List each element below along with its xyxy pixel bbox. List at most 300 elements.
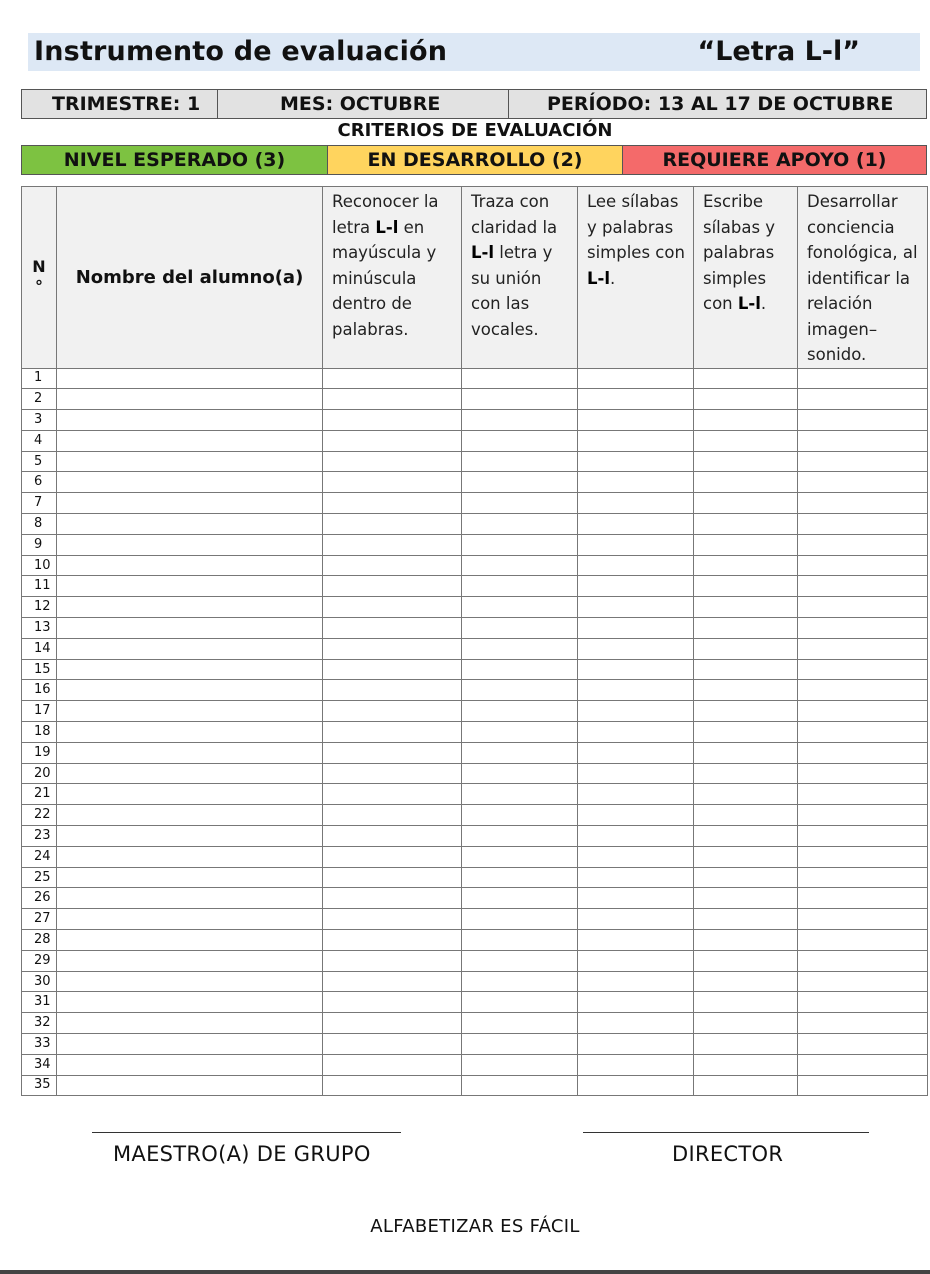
criterion-2-cell[interactable]: [462, 472, 578, 493]
table-row: [22, 1034, 928, 1055]
criterion-5-cell[interactable]: [798, 534, 928, 555]
level-developing: EN DESARROLLO (2): [328, 146, 623, 174]
table-row: [22, 368, 928, 389]
criterion-1-cell[interactable]: [323, 1054, 462, 1075]
row-number: 8: [22, 514, 57, 535]
criterion-text-3: Lee sílabas y palabras simples con L-l.: [587, 192, 685, 288]
criterion-1-cell[interactable]: [323, 784, 462, 805]
criterion-4-cell[interactable]: [694, 992, 798, 1013]
table-row: [22, 971, 928, 992]
criterion-3-cell[interactable]: [578, 680, 694, 701]
criterion-3-cell[interactable]: [578, 389, 694, 410]
criterion-2-cell[interactable]: [462, 680, 578, 701]
director-signature-label: DIRECTOR: [672, 1142, 784, 1166]
criterion-2-cell[interactable]: [462, 410, 578, 431]
criterion-3-cell[interactable]: [578, 1013, 694, 1034]
criterion-1-cell[interactable]: [323, 867, 462, 888]
criterion-4-cell[interactable]: [694, 514, 798, 535]
row-number: 7: [22, 493, 57, 514]
criterion-4-cell[interactable]: [694, 576, 798, 597]
criterion-4-cell[interactable]: [694, 846, 798, 867]
criterion-4-cell[interactable]: [694, 1075, 798, 1096]
criterion-4-cell[interactable]: [694, 742, 798, 763]
row-number: 30: [22, 971, 57, 992]
student-name-cell[interactable]: [57, 909, 323, 930]
criterion-1-cell[interactable]: [323, 763, 462, 784]
criterion-1-cell[interactable]: [323, 430, 462, 451]
criterion-3-cell[interactable]: [578, 763, 694, 784]
criterion-4-cell[interactable]: [694, 763, 798, 784]
criterion-3-cell[interactable]: [578, 701, 694, 722]
criterion-3-cell[interactable]: [578, 950, 694, 971]
criterion-1-cell[interactable]: [323, 555, 462, 576]
criterion-3-cell[interactable]: [578, 742, 694, 763]
table-row: [22, 950, 928, 971]
criterion-5-cell[interactable]: [798, 846, 928, 867]
criterion-5-cell[interactable]: [798, 410, 928, 431]
row-number: 34: [22, 1054, 57, 1075]
table-row: [22, 846, 928, 867]
row-number: 4: [22, 430, 57, 451]
student-name-cell[interactable]: [57, 784, 323, 805]
criterion-2-cell[interactable]: [462, 389, 578, 410]
criterion-3-cell[interactable]: [578, 514, 694, 535]
student-name-cell[interactable]: [57, 701, 323, 722]
student-name-cell[interactable]: [57, 930, 323, 951]
criterion-5-cell[interactable]: [798, 451, 928, 472]
trimestre-cell: TRIMESTRE: 1: [22, 90, 218, 118]
criterion-1-cell[interactable]: [323, 576, 462, 597]
criterion-4-cell[interactable]: [694, 555, 798, 576]
criterion-header-1: [323, 187, 462, 369]
criterion-2-cell[interactable]: [462, 1054, 578, 1075]
row-number: 9: [22, 534, 57, 555]
row-number: 19: [22, 742, 57, 763]
row-number: 27: [22, 909, 57, 930]
row-number: 10: [22, 555, 57, 576]
student-name-cell[interactable]: [57, 763, 323, 784]
criterion-1-cell[interactable]: [323, 410, 462, 431]
criterion-5-cell[interactable]: [798, 1054, 928, 1075]
criterion-1-cell[interactable]: [323, 680, 462, 701]
student-name-cell[interactable]: [57, 659, 323, 680]
criterion-2-cell[interactable]: [462, 888, 578, 909]
criterion-4-cell[interactable]: [694, 430, 798, 451]
criterion-4-cell[interactable]: [694, 597, 798, 618]
row-number: 11: [22, 576, 57, 597]
student-name-cell[interactable]: [57, 846, 323, 867]
table-row: [22, 514, 928, 535]
table-row: [22, 784, 928, 805]
criterion-2-cell[interactable]: [462, 493, 578, 514]
student-name-cell[interactable]: [57, 722, 323, 743]
number-header-text: N °: [32, 257, 46, 297]
row-number: 18: [22, 722, 57, 743]
row-number: 31: [22, 992, 57, 1013]
criterion-5-cell[interactable]: [798, 472, 928, 493]
table-row: [22, 742, 928, 763]
criterion-text-1: Reconocer la letra L-l en mayúscula y minúscula dentro de palabras.: [332, 192, 439, 339]
criterion-2-cell[interactable]: [462, 638, 578, 659]
document-subtitle: “Letra L-l”: [697, 36, 860, 67]
criterion-1-cell[interactable]: [323, 826, 462, 847]
table-row: [22, 680, 928, 701]
criterion-1-cell[interactable]: [323, 534, 462, 555]
table-row: [22, 430, 928, 451]
criterion-3-cell[interactable]: [578, 971, 694, 992]
criterion-5-cell[interactable]: [798, 742, 928, 763]
criterion-5-cell[interactable]: [798, 701, 928, 722]
table-row: [22, 597, 928, 618]
criterion-4-cell[interactable]: [694, 389, 798, 410]
criterion-4-cell[interactable]: [694, 659, 798, 680]
criterion-header-2: [462, 187, 578, 369]
student-name-cell[interactable]: [57, 410, 323, 431]
criterion-4-cell[interactable]: [694, 410, 798, 431]
criterion-5-cell[interactable]: [798, 638, 928, 659]
criterion-3-cell[interactable]: [578, 576, 694, 597]
criterion-1-cell[interactable]: [323, 618, 462, 639]
criterion-3-cell[interactable]: [578, 1054, 694, 1075]
criterion-2-cell[interactable]: [462, 576, 578, 597]
criterion-4-cell[interactable]: [694, 909, 798, 930]
criterion-4-cell[interactable]: [694, 472, 798, 493]
criterion-4-cell[interactable]: [694, 451, 798, 472]
criterion-2-cell[interactable]: [462, 597, 578, 618]
criterion-3-cell[interactable]: [578, 659, 694, 680]
criterion-3-cell[interactable]: [578, 555, 694, 576]
criterion-1-cell[interactable]: [323, 1013, 462, 1034]
criterion-4-cell[interactable]: [694, 493, 798, 514]
criterion-4-cell[interactable]: [694, 826, 798, 847]
criterion-3-cell[interactable]: [578, 930, 694, 951]
criterion-3-cell[interactable]: [578, 534, 694, 555]
criterion-2-cell[interactable]: [462, 805, 578, 826]
criterion-3-cell[interactable]: [578, 451, 694, 472]
student-rows: [22, 368, 928, 1096]
student-name-cell[interactable]: [57, 805, 323, 826]
table-row: [22, 576, 928, 597]
criterion-1-cell[interactable]: [323, 389, 462, 410]
row-number: 35: [22, 1075, 57, 1096]
criterion-4-cell[interactable]: [694, 638, 798, 659]
table-row: [22, 472, 928, 493]
criterion-5-cell[interactable]: [798, 659, 928, 680]
row-number: 24: [22, 846, 57, 867]
criterion-5-cell[interactable]: [798, 1075, 928, 1096]
criterion-5-cell[interactable]: [798, 389, 928, 410]
criterion-1-cell[interactable]: [323, 368, 462, 389]
criterion-2-cell[interactable]: [462, 451, 578, 472]
row-number: 28: [22, 930, 57, 951]
criterion-5-cell[interactable]: [798, 618, 928, 639]
criterion-2-cell[interactable]: [462, 846, 578, 867]
criterion-1-cell[interactable]: [323, 909, 462, 930]
criterion-1-cell[interactable]: [323, 638, 462, 659]
table-row: [22, 826, 928, 847]
criterion-4-cell[interactable]: [694, 950, 798, 971]
teacher-signature-line: [92, 1132, 401, 1133]
criterion-5-cell[interactable]: [798, 784, 928, 805]
criterion-2-cell[interactable]: [462, 368, 578, 389]
table-row: [22, 909, 928, 930]
criterion-1-cell[interactable]: [323, 971, 462, 992]
criterion-5-cell[interactable]: [798, 555, 928, 576]
criterion-2-cell[interactable]: [462, 1013, 578, 1034]
number-column-header: [22, 187, 57, 369]
criterion-4-cell[interactable]: [694, 701, 798, 722]
criterion-4-cell[interactable]: [694, 618, 798, 639]
table-row: [22, 534, 928, 555]
criterion-5-cell[interactable]: [798, 909, 928, 930]
teacher-signature-label: MAESTRO(A) DE GRUPO: [113, 1142, 371, 1166]
criterion-1-cell[interactable]: [323, 888, 462, 909]
row-number: 3: [22, 410, 57, 431]
criterion-1-cell[interactable]: [323, 514, 462, 535]
student-name-cell[interactable]: [57, 618, 323, 639]
table-row: [22, 701, 928, 722]
student-name-cell[interactable]: [57, 493, 323, 514]
criteria-title: CRITERIOS DE EVALUACIÓN: [337, 120, 613, 141]
criterion-4-cell[interactable]: [694, 971, 798, 992]
criterion-5-cell[interactable]: [798, 930, 928, 951]
criterion-4-cell[interactable]: [694, 1054, 798, 1075]
criterion-2-cell[interactable]: [462, 950, 578, 971]
criterion-4-cell[interactable]: [694, 534, 798, 555]
student-name-cell[interactable]: [57, 680, 323, 701]
criterion-1-cell[interactable]: [323, 701, 462, 722]
student-name-cell[interactable]: [57, 950, 323, 971]
student-name-cell[interactable]: [57, 389, 323, 410]
criterion-4-cell[interactable]: [694, 680, 798, 701]
student-name-cell[interactable]: [57, 888, 323, 909]
criterion-2-cell[interactable]: [462, 763, 578, 784]
criterion-4-cell[interactable]: [694, 784, 798, 805]
periodo-cell: PERÍODO: 13 AL 17 DE OCTUBRE: [547, 93, 894, 115]
criterion-5-cell[interactable]: [798, 888, 928, 909]
student-name-cell[interactable]: [57, 1034, 323, 1055]
row-number: 26: [22, 888, 57, 909]
criterion-5-cell[interactable]: [798, 680, 928, 701]
criterion-2-cell[interactable]: [462, 867, 578, 888]
criterion-4-cell[interactable]: [694, 368, 798, 389]
criterion-4-cell[interactable]: [694, 805, 798, 826]
criterion-5-cell[interactable]: [798, 763, 928, 784]
student-name-cell[interactable]: [57, 1054, 323, 1075]
table-row: [22, 659, 928, 680]
title-bar: [28, 33, 920, 71]
info-row: [21, 89, 927, 119]
criterion-2-cell[interactable]: [462, 534, 578, 555]
criterion-1-cell[interactable]: [323, 1075, 462, 1096]
row-number: 25: [22, 867, 57, 888]
criterion-3-cell[interactable]: [578, 597, 694, 618]
criterion-3-cell[interactable]: [578, 368, 694, 389]
student-name-cell[interactable]: [57, 534, 323, 555]
row-number: 6: [22, 472, 57, 493]
row-number: 14: [22, 638, 57, 659]
criterion-2-cell[interactable]: [462, 701, 578, 722]
criterion-1-cell[interactable]: [323, 992, 462, 1013]
criterion-2-cell[interactable]: [462, 618, 578, 639]
row-number: 12: [22, 597, 57, 618]
table-row: [22, 1054, 928, 1075]
student-name-cell[interactable]: [57, 867, 323, 888]
bottom-rule: [0, 1270, 930, 1274]
criterion-3-cell[interactable]: [578, 846, 694, 867]
criterion-5-cell[interactable]: [798, 430, 928, 451]
level-needs-support: REQUIERE APOYO (1): [623, 146, 926, 174]
row-number: 33: [22, 1034, 57, 1055]
row-number: 1: [22, 368, 57, 389]
student-name-cell[interactable]: [57, 368, 323, 389]
table-row: [22, 451, 928, 472]
student-name-cell[interactable]: [57, 597, 323, 618]
criterion-5-cell[interactable]: [798, 1034, 928, 1055]
table-row: [22, 888, 928, 909]
student-name-cell[interactable]: [57, 1075, 323, 1096]
criterion-3-cell[interactable]: [578, 805, 694, 826]
criterion-5-cell[interactable]: [798, 971, 928, 992]
criterion-3-cell[interactable]: [578, 784, 694, 805]
criterion-2-cell[interactable]: [462, 555, 578, 576]
criterion-3-cell[interactable]: [578, 992, 694, 1013]
criterion-3-cell[interactable]: [578, 888, 694, 909]
student-name-cell[interactable]: [57, 826, 323, 847]
criterion-2-cell[interactable]: [462, 742, 578, 763]
table-row: [22, 1013, 928, 1034]
criterion-5-cell[interactable]: [798, 576, 928, 597]
criterion-3-cell[interactable]: [578, 430, 694, 451]
student-name-cell[interactable]: [57, 742, 323, 763]
criterion-text-4: Escribe sílabas y palabras simples con L-l.: [703, 192, 776, 313]
criterion-2-cell[interactable]: [462, 992, 578, 1013]
criterion-5-cell[interactable]: [798, 514, 928, 535]
criterion-2-cell[interactable]: [462, 659, 578, 680]
criterion-1-cell[interactable]: [323, 493, 462, 514]
student-name-cell[interactable]: [57, 555, 323, 576]
criterion-3-cell[interactable]: [578, 867, 694, 888]
student-name-cell[interactable]: [57, 992, 323, 1013]
criterion-5-cell[interactable]: [798, 368, 928, 389]
criterion-1-cell[interactable]: [323, 805, 462, 826]
row-number: 20: [22, 763, 57, 784]
criterion-5-cell[interactable]: [798, 826, 928, 847]
mes-cell: MES: OCTUBRE: [218, 90, 509, 118]
table-row: [22, 722, 928, 743]
criterion-3-cell[interactable]: [578, 638, 694, 659]
table-row: [22, 493, 928, 514]
student-name-cell[interactable]: [57, 472, 323, 493]
criterion-2-cell[interactable]: [462, 1075, 578, 1096]
criterion-4-cell[interactable]: [694, 888, 798, 909]
criterion-header-5: [798, 187, 928, 369]
table-row: [22, 555, 928, 576]
table-row: [22, 992, 928, 1013]
criterion-2-cell[interactable]: [462, 909, 578, 930]
criterion-2-cell[interactable]: [462, 514, 578, 535]
row-number: 2: [22, 389, 57, 410]
criterion-2-cell[interactable]: [462, 971, 578, 992]
row-number: 32: [22, 1013, 57, 1034]
student-name-cell[interactable]: [57, 451, 323, 472]
criterion-2-cell[interactable]: [462, 722, 578, 743]
criterion-3-cell[interactable]: [578, 1075, 694, 1096]
criterion-header-4: [694, 187, 798, 369]
row-number: 29: [22, 950, 57, 971]
table-row: [22, 930, 928, 951]
criterion-4-cell[interactable]: [694, 1034, 798, 1055]
table-row: [22, 1075, 928, 1096]
student-name-cell[interactable]: [57, 576, 323, 597]
criterion-1-cell[interactable]: [323, 846, 462, 867]
criterion-2-cell[interactable]: [462, 1034, 578, 1055]
criterion-text-2: Traza con claridad la L-l letra y su unión con las vocales.: [471, 192, 558, 339]
criterion-2-cell[interactable]: [462, 826, 578, 847]
evaluation-table: [21, 186, 928, 1096]
table-header-row: [22, 187, 928, 369]
criterion-1-cell[interactable]: [323, 742, 462, 763]
criterion-5-cell[interactable]: [798, 722, 928, 743]
criterion-5-cell[interactable]: [798, 867, 928, 888]
table-row: [22, 618, 928, 639]
table-row: [22, 410, 928, 431]
criterion-5-cell[interactable]: [798, 950, 928, 971]
row-number: 17: [22, 701, 57, 722]
criterion-3-cell[interactable]: [578, 472, 694, 493]
criterion-1-cell[interactable]: [323, 659, 462, 680]
criterion-4-cell[interactable]: [694, 930, 798, 951]
student-name-cell[interactable]: [57, 1013, 323, 1034]
criterion-1-cell[interactable]: [323, 597, 462, 618]
criterion-3-cell[interactable]: [578, 722, 694, 743]
student-name-cell[interactable]: [57, 638, 323, 659]
table-row: [22, 763, 928, 784]
criterion-1-cell[interactable]: [323, 930, 462, 951]
criterion-3-cell[interactable]: [578, 493, 694, 514]
criterion-3-cell[interactable]: [578, 410, 694, 431]
student-name-cell[interactable]: [57, 430, 323, 451]
criterion-3-cell[interactable]: [578, 1034, 694, 1055]
student-name-cell[interactable]: [57, 514, 323, 535]
criterion-4-cell[interactable]: [694, 1013, 798, 1034]
criterion-header-3: [578, 187, 694, 369]
criterion-2-cell[interactable]: [462, 430, 578, 451]
criterion-5-cell[interactable]: [798, 597, 928, 618]
criterion-1-cell[interactable]: [323, 722, 462, 743]
criterion-5-cell[interactable]: [798, 493, 928, 514]
criterion-4-cell[interactable]: [694, 867, 798, 888]
criterion-1-cell[interactable]: [323, 451, 462, 472]
criterion-5-cell[interactable]: [798, 992, 928, 1013]
criterion-3-cell[interactable]: [578, 909, 694, 930]
criterion-4-cell[interactable]: [694, 722, 798, 743]
criterion-2-cell[interactable]: [462, 784, 578, 805]
table-row: [22, 389, 928, 410]
criterion-2-cell[interactable]: [462, 930, 578, 951]
criterion-3-cell[interactable]: [578, 826, 694, 847]
student-name-cell[interactable]: [57, 971, 323, 992]
criterion-1-cell[interactable]: [323, 950, 462, 971]
criterion-5-cell[interactable]: [798, 805, 928, 826]
criterion-1-cell[interactable]: [323, 472, 462, 493]
criterion-3-cell[interactable]: [578, 618, 694, 639]
row-number: 5: [22, 451, 57, 472]
criterion-1-cell[interactable]: [323, 1034, 462, 1055]
criterion-5-cell[interactable]: [798, 1013, 928, 1034]
row-number: 23: [22, 826, 57, 847]
table-row: [22, 805, 928, 826]
